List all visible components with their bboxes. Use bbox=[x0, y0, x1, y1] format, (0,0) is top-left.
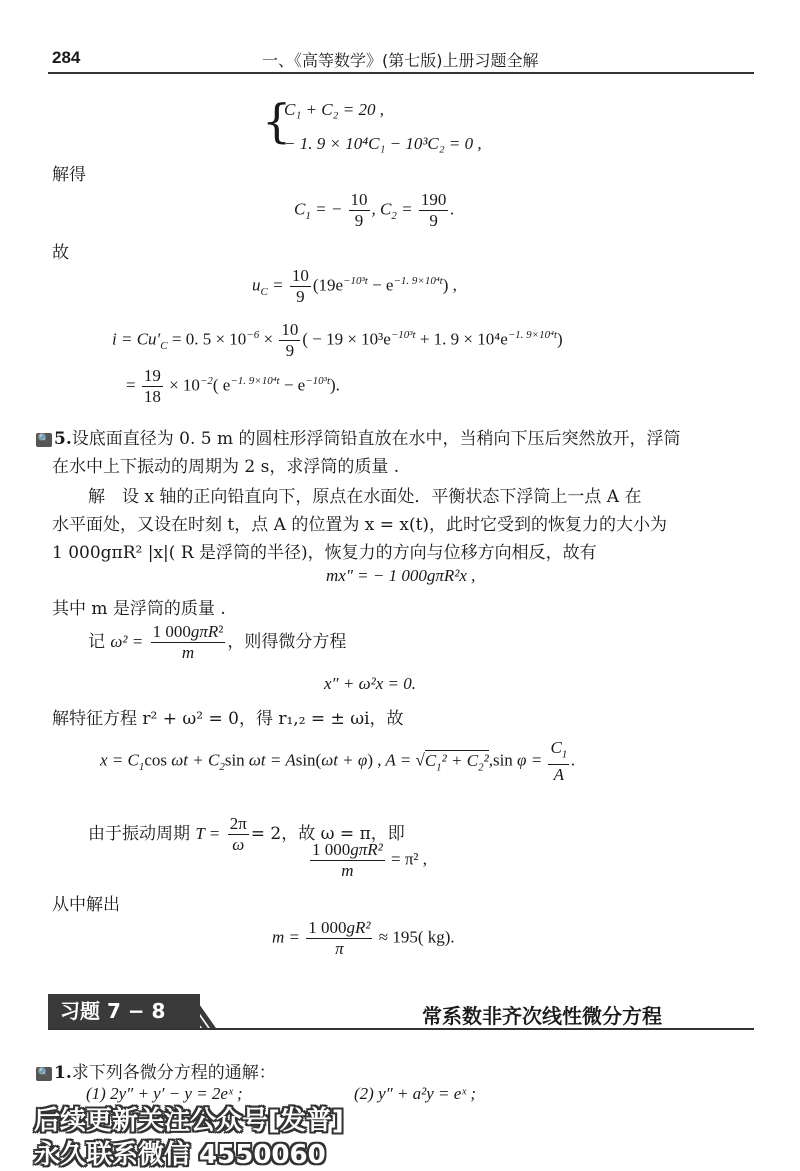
text-youyu: 由于振动周期 bbox=[88, 824, 190, 844]
text-congzhong: 从中解出 bbox=[52, 895, 120, 915]
subproblem-2: (2) y″ + a²y = eˣ ; bbox=[354, 1084, 477, 1103]
problem-5-line-2: 在水中上下振动的周期为 2 s，求浮筒的质量 . bbox=[52, 457, 400, 477]
text-ji: 记 bbox=[88, 632, 105, 652]
omega-equals-pi: $\frac{\text{1 000gπR²}}{m}$ = π² , bbox=[312, 840, 428, 880]
ode-equation: x″ + ω²x = 0. bbox=[324, 674, 416, 693]
general-solution: $x = C_1\cos$ $\omega t + C_2\sin$ ωt = Asin(ωt + φ) , $A = √C_1^2 + C_2^2,\sin$ φ = $\frac{C_1}{A}$ . bbox=[100, 738, 576, 785]
magnifier-icon: 🔍 bbox=[37, 433, 51, 445]
characteristic-equation: 解特征方程 r² + ω² = 0，得 r₁,₂ = ± ωi，故 bbox=[52, 709, 404, 729]
text-ze-de: ，则得微分方程 bbox=[227, 632, 347, 652]
solution-line-2: 水平面处，又设在时刻 t，点 A 的位置为 x = x(t)，此时它受到的恢复力的大小为 bbox=[52, 515, 668, 535]
text-jiede: 解得 bbox=[52, 165, 86, 185]
problem-5-number: 5. bbox=[54, 429, 72, 449]
current-equation-1: $i = Cu'_C = 0$. $5 \times 10^{-6}$ × $\frac{10}{9}$ ( − $19 \times 10^3e^{-10^3t} + 1$. $9 \times 10^4e^{-1. 9\times 10^4t}$) bbox=[112, 320, 563, 360]
exercise-section-label: 习题 7 − 8 bbox=[48, 994, 200, 1028]
problem-1-text: 求下列各微分方程的通解： bbox=[71, 1063, 276, 1083]
system-brace: { bbox=[262, 94, 292, 148]
page-number: 284 bbox=[52, 48, 81, 67]
section-title: 常系数非齐次线性微分方程 bbox=[422, 1004, 662, 1028]
m-definition: 其中 m 是浮筒的质量 . bbox=[52, 599, 226, 619]
c-solution: $C_1$ = − $\frac{10}{9}$ , $C_2$ = $\frac{190}{9}$ . bbox=[294, 190, 455, 230]
problem-1-number: 1. bbox=[54, 1063, 72, 1083]
current-equation-2: = $\frac{19}{18}$ × $10^{-2}$( $e^{-1. 9\times 10^4t} - e^{-10^3t}$). bbox=[126, 366, 340, 406]
system-eq-2: − 1. 9 × 10⁴C₁ − 10³C₂ = 0 , bbox=[284, 134, 482, 153]
mass-result: m = $\frac{\text{1 000gR²}}{\pi}$ ≈ 195( kg). bbox=[272, 918, 455, 958]
problem-5 bbox=[36, 424, 681, 449]
problem-5-line-1: 设底面直径为 0. 5 m 的圆柱形浮筒铅直放在水中，当稍向下压后突然放开，浮筒 bbox=[71, 429, 681, 449]
omega-definition: 记 ω² = $\frac{\text{1 000gπR²}}{m}$ ，则得微分方程 bbox=[88, 622, 347, 662]
period-statement: 由于振动周期 T = $\frac{2\pi}{\omega}$ = 2，故 ω = π，即 bbox=[88, 814, 405, 854]
solution-line-1: 解 设 x 轴的正向铅直向下，原点在水面处．平衡状态下浮筒上一点 A 在 bbox=[88, 487, 642, 507]
magnifier-icon: 🔍 bbox=[37, 1067, 51, 1079]
system-eq-1: C₁ + C₂ = 20 , bbox=[284, 100, 384, 119]
watermark-line-2: 永久联系微信 4550060 bbox=[34, 1140, 326, 1170]
equation-of-motion: mx″ = − 1 000gπR²x , bbox=[326, 566, 476, 585]
running-title: 一、《高等数学》(第七版)上册习题全解 bbox=[262, 51, 539, 70]
text-youyu-tail: = 2，故 ω = π，即 bbox=[250, 824, 405, 844]
text-gu: 故 bbox=[52, 243, 69, 263]
uc-equation: $u_C$ = $\frac{10}{9}$ $(19e^{-10^3t} - e^{-1. 9\times 10^4t})$ , bbox=[252, 266, 457, 306]
problem-1 bbox=[36, 1058, 276, 1083]
subproblem-1: (1) 2y″ + y′ − y = 2eˣ ; bbox=[86, 1084, 243, 1103]
solution-line-3: 1 000gπR² |x|( R 是浮筒的半径)，恢复力的方向与位移方向相反，故有 bbox=[52, 543, 597, 563]
header-rule bbox=[48, 72, 754, 74]
watermark-line-1: 后续更新关注公众号[发普] bbox=[34, 1106, 344, 1136]
